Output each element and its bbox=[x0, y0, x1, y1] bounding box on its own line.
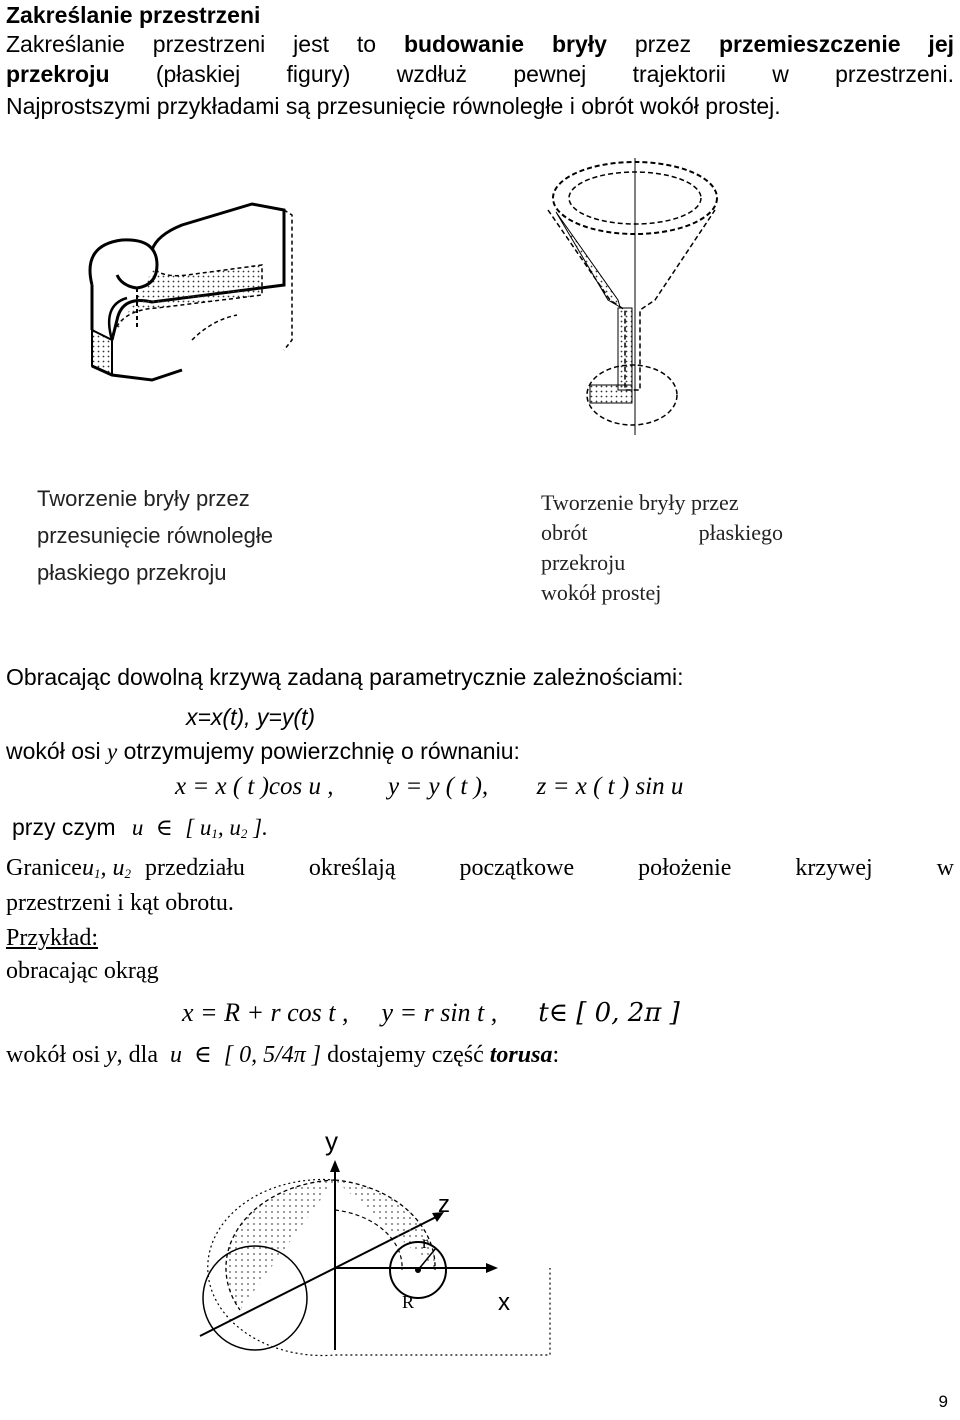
intro-line-2 bbox=[6, 61, 954, 88]
intro-text-3: (płaskiej figury) wzdłuż pewnej trajektorii w przestrzeni. bbox=[155, 61, 954, 87]
paragraph-range bbox=[12, 814, 268, 842]
caption-right-line-3: przekroju bbox=[541, 550, 626, 575]
torus-figure bbox=[180, 1120, 560, 1360]
eq-surface-x: x = x ( t )cos u , bbox=[175, 773, 334, 800]
bound-u1: u bbox=[81, 855, 94, 881]
paragraph-torus bbox=[6, 1040, 559, 1069]
intro-bold-2: przemieszczenie jej bbox=[719, 31, 955, 57]
axis-text-a: wokół osi bbox=[6, 738, 101, 764]
torus-axis-var: y bbox=[106, 1042, 117, 1068]
intro-bold-1: budowanie bryły bbox=[403, 31, 607, 57]
caption-left bbox=[37, 480, 273, 591]
subscript-1: 1 bbox=[211, 826, 218, 841]
caption-left-line-2: przesunięcie równoległe bbox=[37, 523, 274, 548]
bound-u2: u bbox=[112, 855, 125, 881]
equation-surface bbox=[175, 773, 683, 801]
paragraph-bounds bbox=[6, 855, 954, 882]
torus-range: [ 0, 5/4π ] bbox=[223, 1042, 322, 1068]
interval-close: ]. bbox=[247, 815, 268, 840]
torus-label-R: R bbox=[402, 1292, 415, 1312]
bounds-vars bbox=[82, 855, 131, 882]
bounds-text: przedziału określają początkowe położenie krzywej w bbox=[144, 855, 954, 881]
subscript-2: 2 bbox=[240, 826, 248, 841]
torus-word: torusa bbox=[489, 1042, 553, 1068]
paragraph-circle: obracając okrąg bbox=[6, 958, 159, 984]
torus-text-c: dostajemy część bbox=[327, 1042, 484, 1068]
eq-surface-y: y = y ( t ), bbox=[387, 773, 489, 800]
caption-right-word-b: płaskiego bbox=[698, 520, 783, 545]
caption-right-line-1: Tworzenie bryły przez bbox=[541, 490, 739, 515]
page-number: 9 bbox=[938, 1392, 948, 1411]
torus-u: u bbox=[170, 1042, 182, 1068]
eq-circle-range: t∈ [ 0, 2π ] bbox=[538, 998, 680, 1028]
bounds-word: Granice bbox=[6, 855, 82, 881]
intro-text-2: przez bbox=[634, 31, 692, 57]
eq-circle-y: y = r sin t , bbox=[381, 998, 498, 1027]
intro-bold-3: przekroju bbox=[6, 61, 110, 87]
intro-line-1 bbox=[6, 31, 954, 58]
torus-element-of: ∈ bbox=[194, 1040, 212, 1068]
bound-sub-2: 2 bbox=[124, 866, 131, 881]
example-label: Przykład: bbox=[6, 925, 98, 951]
paragraph-axis bbox=[6, 738, 520, 765]
extrusion-figure bbox=[62, 190, 307, 400]
paragraph-rotation: Obracając dowolną krzywą zadaną parametrycznie zależnościami: bbox=[6, 664, 684, 690]
caption-right-line-4: wokół prostej bbox=[541, 580, 662, 605]
torus-text-a: wokół osi bbox=[6, 1042, 101, 1068]
eq-circle-x: x = R + r cos t , bbox=[182, 998, 349, 1027]
torus-label-x: x bbox=[498, 1289, 510, 1316]
caption-left-line-3: płaskiego przekroju bbox=[37, 560, 227, 585]
eq-surface-z: z = x ( t ) sin u bbox=[536, 773, 684, 800]
torus-label-z: z bbox=[438, 1191, 450, 1218]
range-text: przy czym bbox=[12, 814, 116, 840]
range-u: u bbox=[131, 815, 144, 840]
interval-sep: , u bbox=[217, 815, 241, 840]
revolution-figure bbox=[540, 150, 730, 440]
heading: Zakreślanie przestrzeni bbox=[6, 2, 261, 28]
equation-circle bbox=[182, 998, 680, 1028]
equation-param-curve: x=x(t), y=y(t) bbox=[186, 704, 316, 730]
interval-open: [ u bbox=[185, 815, 212, 840]
bound-comma: , bbox=[100, 855, 107, 881]
range-interval bbox=[185, 815, 268, 840]
caption-left-line-1: Tworzenie bryły przez bbox=[37, 486, 250, 511]
paragraph-bounds-2: przestrzeni i kąt obrotu. bbox=[6, 890, 234, 916]
torus-label-y: y bbox=[325, 1126, 338, 1156]
axis-var: y bbox=[107, 739, 118, 764]
caption-right bbox=[541, 488, 783, 608]
caption-right-line-2 bbox=[541, 518, 783, 548]
caption-right-word-a: obrót bbox=[541, 520, 588, 545]
torus-text-b: , dla bbox=[116, 1042, 158, 1068]
axis-text-b: otrzymujemy powierzchnię o równaniu: bbox=[123, 738, 520, 764]
torus-label-r: r bbox=[422, 1232, 428, 1252]
bound-sub-1: 1 bbox=[93, 866, 101, 881]
torus-colon: : bbox=[552, 1042, 560, 1068]
intro-text-1: Zakreślanie przestrzeni jest to bbox=[6, 31, 377, 57]
intro-line-3: Najprostszymi przykładami są przesunięcie równoległe i obrót wokół prostej. bbox=[6, 93, 781, 119]
element-of-symbol: ∈ bbox=[155, 815, 173, 841]
